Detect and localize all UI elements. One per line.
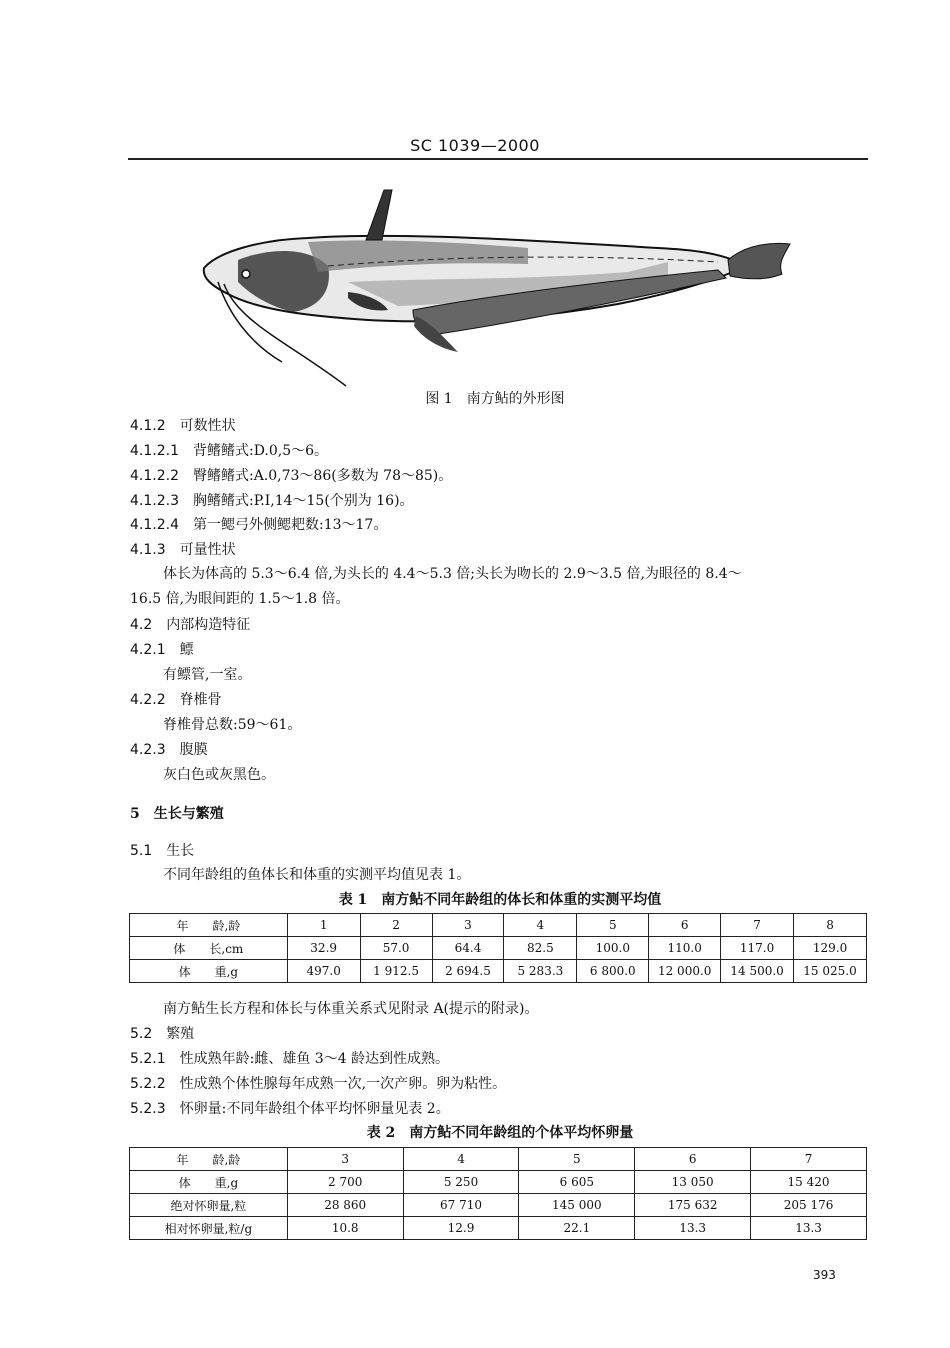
line-4-1-2-2: 4.1.2.2 臀鳍鳍式:A.0,73～86(多数为 78～85)。	[130, 468, 453, 484]
table1-cell: 129.0	[794, 937, 867, 960]
line-4-1-2-1: 4.1.2.1 背鳍鳍式:D.0,5～6。	[130, 443, 329, 459]
text-5-1: 不同年龄组的鱼体长和体重的实测平均值见表 1。	[163, 867, 471, 883]
table2-cell: 145 000	[519, 1194, 635, 1217]
table2-cell: 13 050	[635, 1171, 751, 1194]
table2-row	[130, 1194, 867, 1217]
line-5-2-2: 5.2.2 性成熟个体性腺每年成熟一次,一次产卵。卵为粘性。	[130, 1076, 507, 1092]
table1-cell: 6 800.0	[577, 960, 649, 983]
table1-caption: 表 1 南方鲇不同年龄组的体长和体重的实测平均值	[338, 892, 662, 908]
figure-caption: 图 1 南方鲇的外形图	[425, 391, 565, 407]
table2-header-cell: 7	[751, 1148, 867, 1171]
table1-cell: 12 000.0	[649, 960, 721, 983]
table2-header-cell: 4	[403, 1148, 519, 1171]
paragraph-4-1-3-line2: 16.5 倍,为眼间距的 1.5～1.8 倍。	[130, 591, 350, 607]
table1-cell: 32.9	[287, 937, 360, 960]
table2	[129, 1147, 867, 1240]
table1-cell: 64.4	[432, 937, 504, 960]
table2-cell: 12.9	[403, 1217, 519, 1240]
table2-row	[130, 1171, 867, 1194]
header-rule	[128, 158, 868, 160]
table2-cell: 13.3	[751, 1217, 867, 1240]
table1-cell: 5 283.3	[504, 960, 577, 983]
table1-cell: 14 500.0	[721, 960, 794, 983]
document-code: SC 1039—2000	[410, 136, 540, 155]
line-4-1-3: 4.1.3 可量性状	[130, 542, 236, 558]
table2-cell: 体 重,g	[130, 1171, 288, 1194]
heading-4-2-3: 4.2.3 腹膜	[130, 742, 208, 758]
line-5-2-1: 5.2.1 性成熟年龄:雌、雄鱼 3～4 龄达到性成熟。	[130, 1051, 450, 1067]
line-4-1-2: 4.1.2 可数性状	[130, 418, 236, 434]
table2-caption: 表 2 南方鲇不同年龄组的个体平均怀卵量	[366, 1125, 634, 1141]
text-4-2-3: 灰白色或灰黑色。	[163, 767, 275, 783]
line-4-1-2-3: 4.1.2.3 胸鳍鳍式:P.Ⅰ,14～15(个别为 16)。	[130, 493, 414, 509]
line-4-1-2-4: 4.1.2.4 第一鳃弓外侧鳃耙数:13～17。	[130, 517, 388, 533]
table1-cell: 15 025.0	[794, 960, 867, 983]
table2-cell: 67 710	[403, 1194, 519, 1217]
table2-cell: 绝对怀卵量,粒	[130, 1194, 288, 1217]
heading-4-2-1: 4.2.1 鳔	[130, 642, 194, 658]
table1-cell: 体 重,g	[130, 960, 288, 983]
text-4-2-2: 脊椎骨总数:59～61。	[163, 717, 302, 733]
paragraph-4-1-3-line1: 体长为体高的 5.3～6.4 倍,为头长的 4.4～5.3 倍;头长为吻长的 2.9～3.5 倍,为眼径的 8.4～	[163, 566, 742, 582]
table2-header-row	[130, 1148, 867, 1171]
table1-cell: 1 912.5	[360, 960, 432, 983]
heading-5-1: 5.1 生长	[130, 843, 195, 859]
heading-4-2-2: 4.2.2 脊椎骨	[130, 692, 222, 708]
table2-header-cell: 6	[635, 1148, 751, 1171]
table2-cell: 6 605	[519, 1171, 635, 1194]
table1-cell: 110.0	[649, 937, 721, 960]
text-after-table1: 南方鲇生长方程和体长与体重关系式见附录 A(提示的附录)。	[163, 1001, 539, 1017]
table1-row	[130, 960, 867, 983]
table2-cell: 28 860	[287, 1194, 403, 1217]
heading-4-2: 4.2 内部构造特征	[130, 617, 251, 633]
table1-cell: 57.0	[360, 937, 432, 960]
table1-cell: 82.5	[504, 937, 577, 960]
table1-cell: 117.0	[721, 937, 794, 960]
table1-header-cell: 年 龄,龄	[130, 914, 288, 937]
table2-cell: 15 420	[751, 1171, 867, 1194]
table1-header-cell: 4	[504, 914, 577, 937]
table1-header-row	[130, 914, 867, 937]
table1-row	[130, 937, 867, 960]
table2-header-cell: 3	[287, 1148, 403, 1171]
table1-header-cell: 7	[721, 914, 794, 937]
text-4-2-1: 有鳔管,一室。	[163, 667, 252, 683]
heading-5: 5 生长与繁殖	[130, 806, 224, 822]
table2-cell: 2 700	[287, 1171, 403, 1194]
line-5-2-3: 5.2.3 怀卵量:不同年龄组个体平均怀卵量见表 2。	[130, 1101, 450, 1117]
table1-header-cell: 6	[649, 914, 721, 937]
table1-header-cell: 8	[794, 914, 867, 937]
table2-cell: 10.8	[287, 1217, 403, 1240]
table2-header-cell: 年 龄,龄	[130, 1148, 288, 1171]
table1-header-cell: 3	[432, 914, 504, 937]
table1	[129, 913, 867, 983]
table1-header-cell: 2	[360, 914, 432, 937]
table1-cell: 497.0	[287, 960, 360, 983]
table2-cell: 175 632	[635, 1194, 751, 1217]
table2-header-cell: 5	[519, 1148, 635, 1171]
table1-cell: 体 长,cm	[130, 937, 288, 960]
page-number: 393	[813, 1268, 836, 1282]
table1-cell: 100.0	[577, 937, 649, 960]
table2-cell: 205 176	[751, 1194, 867, 1217]
heading-5-2: 5.2 繁殖	[130, 1026, 195, 1042]
table2-cell: 22.1	[519, 1217, 635, 1240]
table2-cell: 相对怀卵量,粒/g	[130, 1217, 288, 1240]
table2-cell: 13.3	[635, 1217, 751, 1240]
table2-cell: 5 250	[403, 1171, 519, 1194]
table2-row	[130, 1217, 867, 1240]
table1-header-cell: 1	[287, 914, 360, 937]
table1-cell: 2 694.5	[432, 960, 504, 983]
table1-header-cell: 5	[577, 914, 649, 937]
catfish-illustration	[198, 182, 800, 387]
